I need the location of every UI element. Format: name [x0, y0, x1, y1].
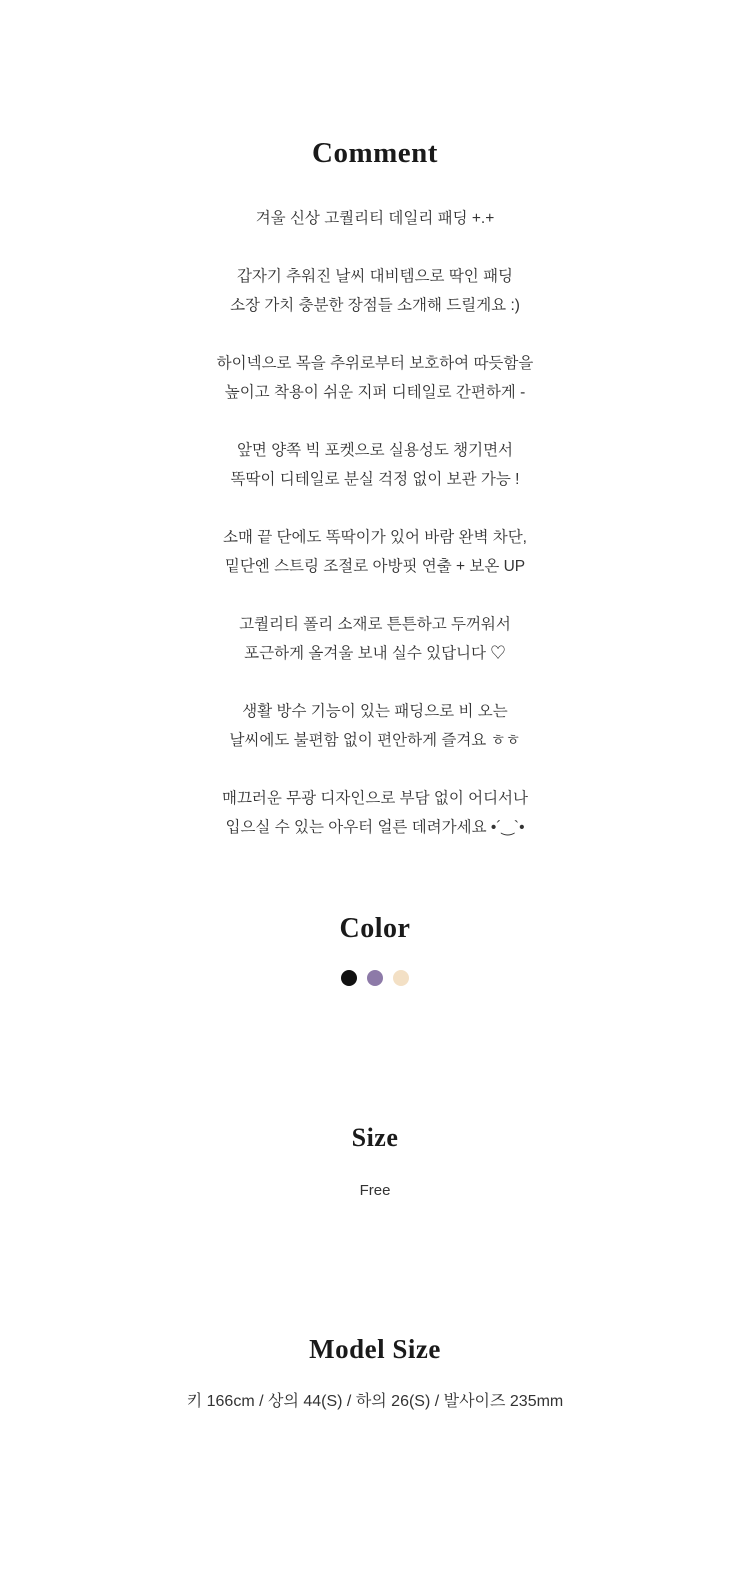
color-swatch-cream[interactable] [393, 970, 409, 986]
comment-line: 매끄러운 무광 디자인으로 부담 없이 어디서나 [221, 790, 529, 807]
color-swatch-list [0, 970, 750, 986]
comment-line: 고퀄리티 폴리 소재로 튼튼하고 두꺼워서 [239, 616, 511, 633]
comment-line: 밑단엔 스트링 조절로 아방핏 연출 + 보온 UP [224, 558, 526, 575]
model-size-section [0, 1332, 750, 1414]
comment-paragraph [0, 436, 750, 494]
color-swatch-black[interactable] [341, 970, 357, 986]
comment-body [0, 204, 750, 842]
comment-line: 똑딱이 디테일로 분실 걱정 없이 보관 가능 ! [230, 471, 520, 488]
color-heading: Color [339, 913, 411, 944]
size-section [0, 1122, 750, 1202]
comment-line: 소매 끝 단에도 똑딱이가 있어 바람 완벽 차단, [223, 529, 527, 546]
comment-line: 갑자기 추워진 날씨 대비템으로 딱인 패딩 [236, 268, 514, 285]
color-section [0, 912, 750, 986]
comment-paragraph [0, 204, 750, 233]
comment-paragraph [0, 523, 750, 581]
comment-line: 생활 방수 기능이 있는 패딩으로 비 오는 [242, 703, 508, 720]
comment-heading: Comment [312, 137, 438, 169]
comment-line: 날씨에도 불편함 없이 편안하게 즐겨요 ㅎㅎ [229, 732, 521, 749]
comment-paragraph [0, 349, 750, 407]
comment-paragraph [0, 784, 750, 842]
comment-line: 소장 가치 충분한 장점들 소개해 드릴게요 :) [230, 297, 520, 314]
comment-line: 입으실 수 있는 아우터 얼른 데려가세요 •´‿`• [225, 819, 525, 836]
color-swatch-purple[interactable] [367, 970, 383, 986]
model-size-heading: Model Size [309, 1334, 441, 1364]
comment-paragraph [0, 697, 750, 755]
model-size-value: 키 166cm / 상의 44(S) / 하의 26(S) / 발사이즈 235mm [186, 1393, 564, 1410]
comment-line: 겨울 신상 고퀄리티 데일리 패딩 +.+ [255, 210, 495, 227]
comment-section [0, 136, 750, 842]
size-heading: Size [351, 1123, 399, 1152]
comment-paragraph [0, 610, 750, 668]
comment-line: 높이고 착용이 쉬운 지퍼 디테일로 간편하게 - [224, 384, 526, 401]
comment-line: 앞면 양쪽 빅 포켓으로 실용성도 챙기면서 [236, 442, 514, 459]
comment-paragraph [0, 262, 750, 320]
comment-line: 하이넥으로 목을 추위로부터 보호하여 따듯함을 [216, 355, 534, 372]
size-value: Free [359, 1182, 391, 1199]
comment-line: 포근하게 올겨울 보내 실수 있답니다 ♡ [244, 645, 506, 662]
